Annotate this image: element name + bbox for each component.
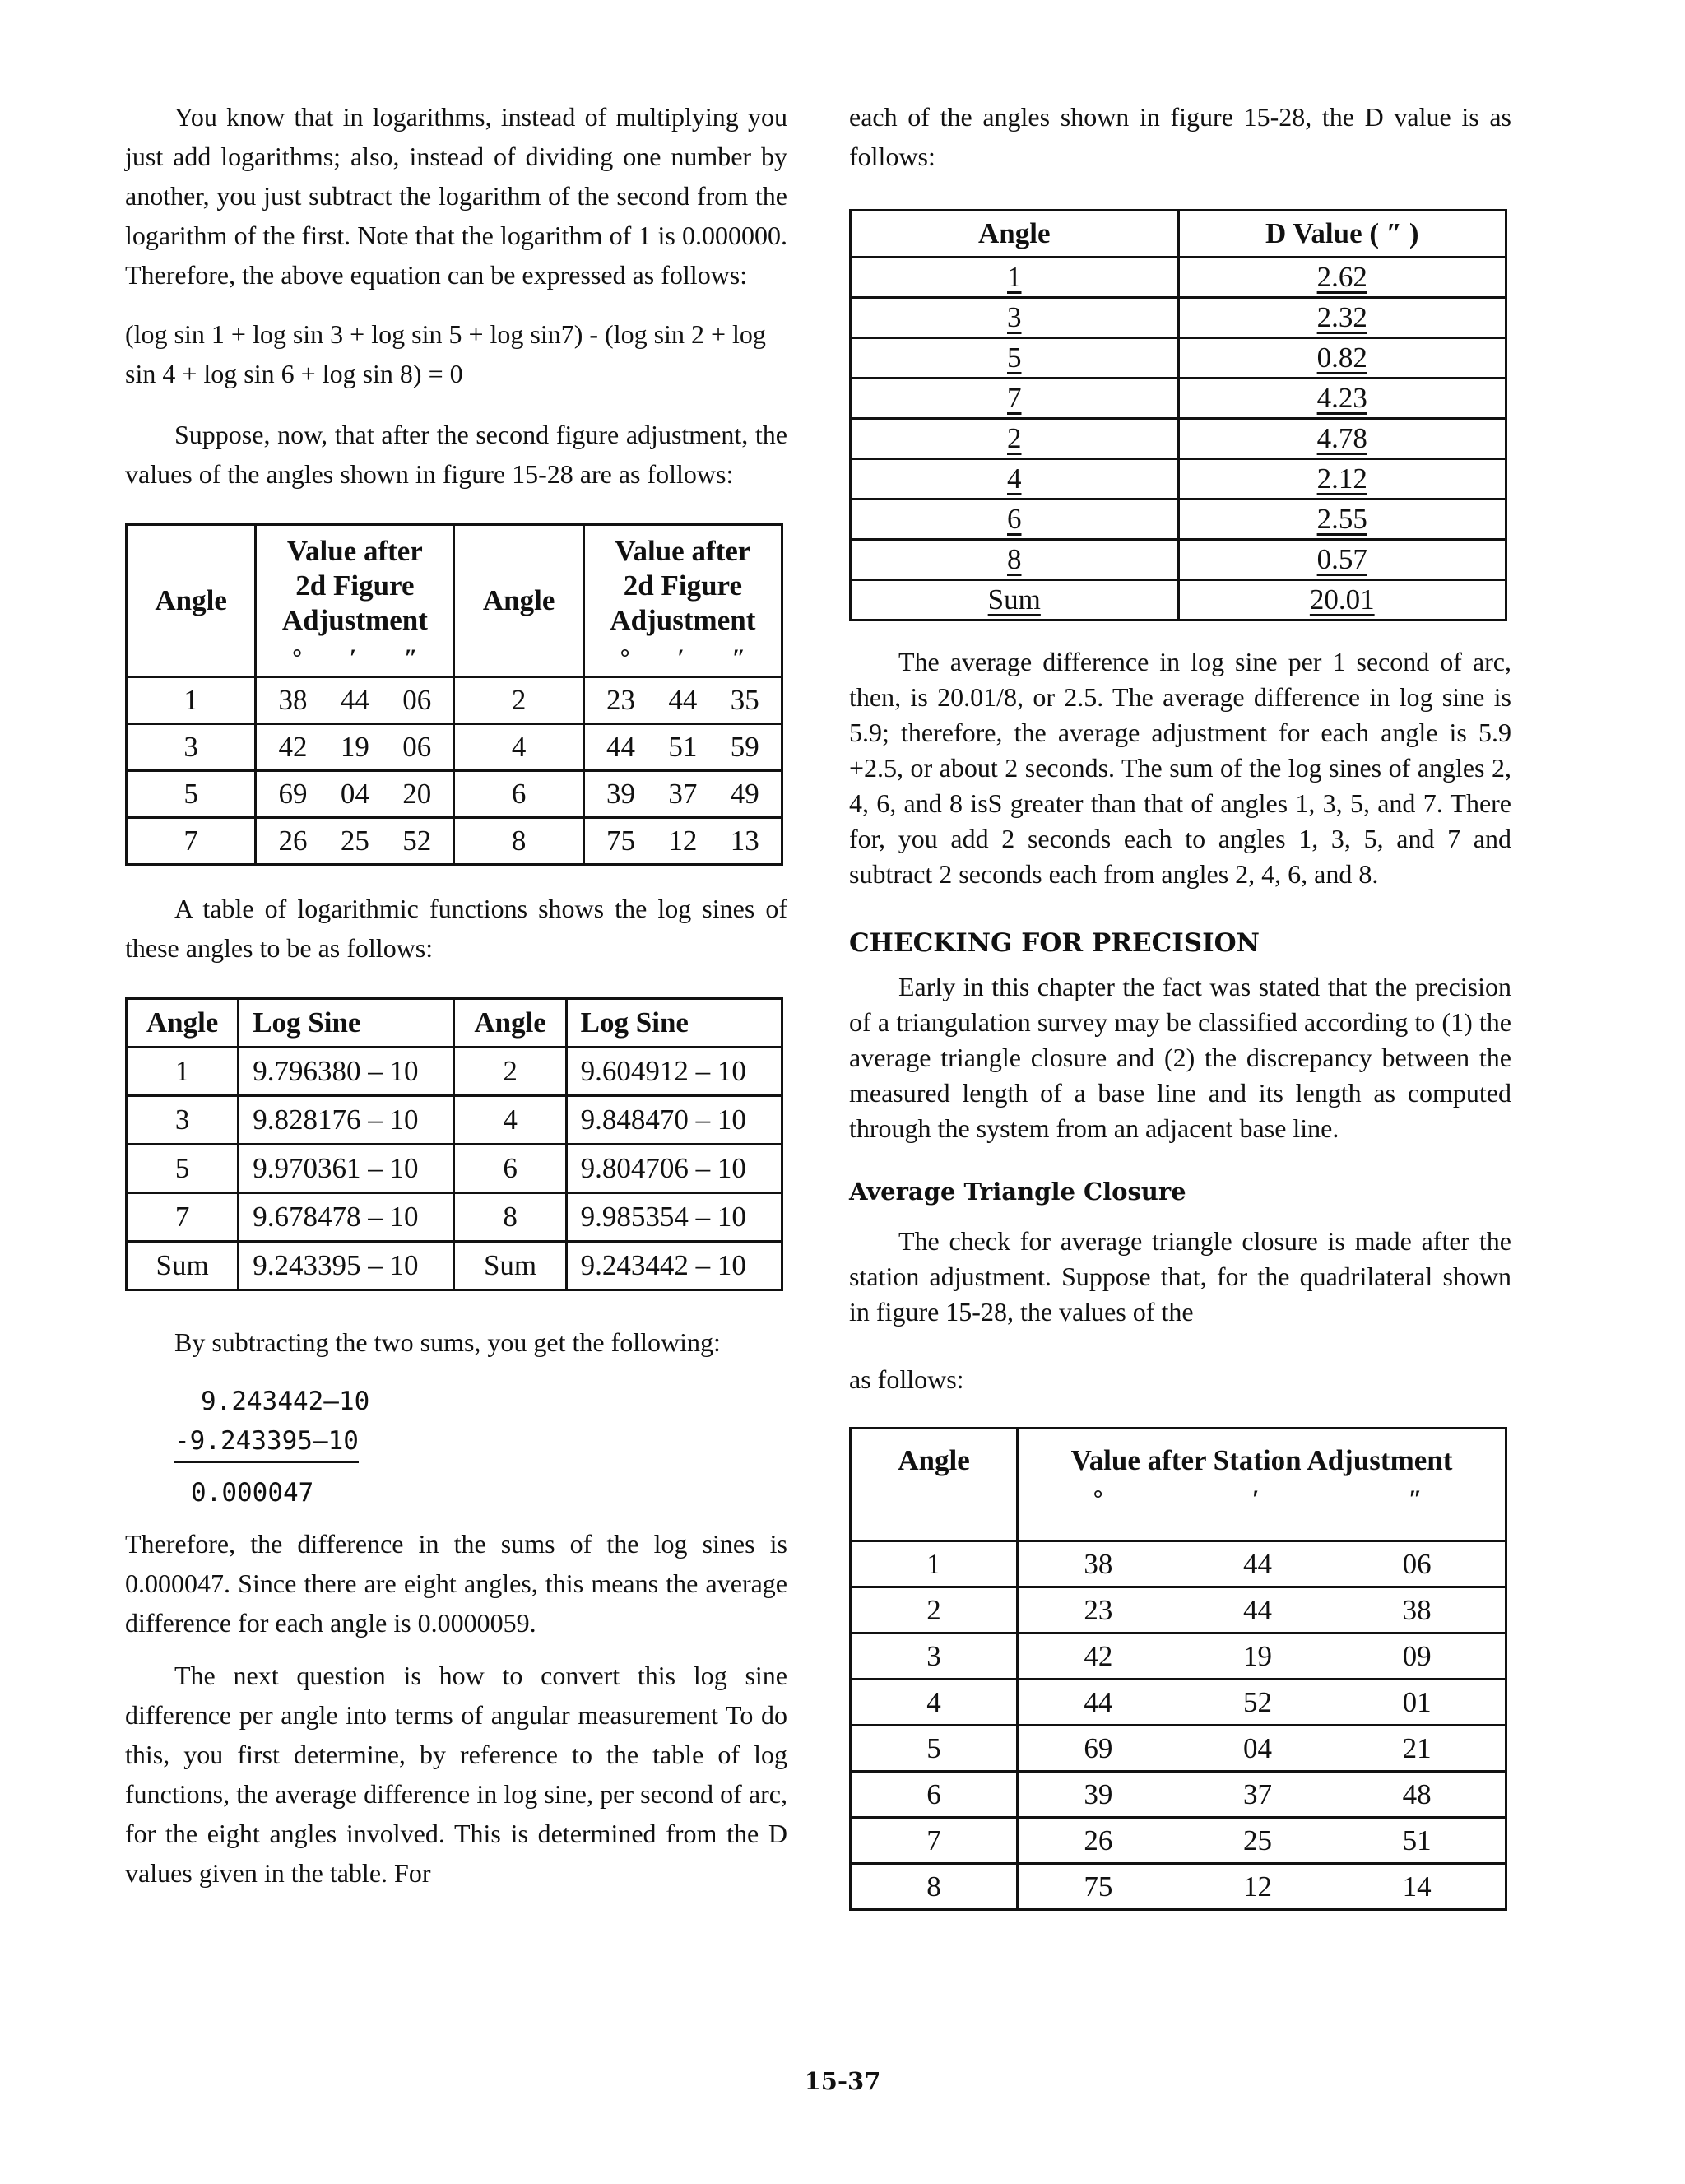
cell-value: 44 51 59 [583,724,782,771]
header-log-sine: Log Sine [566,999,782,1048]
cell-angle: 5 [851,1726,1018,1772]
table-row [127,677,782,724]
table-row [127,1048,782,1096]
cell-value: 39 37 49 [583,771,782,818]
cell-value: 39 37 48 [1018,1772,1506,1818]
header-d-value: D Value ( ″ ) [1178,211,1506,258]
cell-value: 26 25 51 [1018,1818,1506,1864]
cell-d-value: 0.57 [1178,540,1506,580]
cell-angle: 1 [851,258,1179,298]
table-row [851,500,1506,540]
paragraph: Early in this chapter the fact was stated that the precision of a triangulation survey may be classified according to (1) the average triangle closure and (2) the discrepancy between the measured length of a base line and its length as computed through the system from an adjacent base line. [849,972,1511,1143]
cell-value: 38 44 06 [1018,1541,1506,1587]
page-number: 15-37 [804,2067,881,2095]
header-angle: Angle [127,999,239,1048]
cell-value: 26 25 52 [256,818,454,865]
cell-log-sine: 9.796380 – 10 [239,1048,454,1096]
cell-d-value: 4.23 [1178,379,1506,419]
cell-log-sine: 9.243442 – 10 [566,1242,782,1290]
table-row [127,771,782,818]
paragraph: Suppose, now, that after the second figure adjustment, the values of the angles shown in figure 15-28 are as follows: [125,420,787,489]
cell-log-sine: 9.985354 – 10 [566,1193,782,1242]
cell-angle: 6 [454,771,583,818]
cell-angle: 4 [851,459,1179,500]
cell-angle: 2 [454,1048,566,1096]
cell-angle: 6 [851,1772,1018,1818]
cell-angle: 7 [127,818,256,865]
cell-angle: 5 [127,1145,239,1193]
paragraph: each of the angles shown in figure 15-28, the D value is as follows: [849,102,1511,171]
table-row [851,419,1506,459]
cell-angle: 1 [127,677,256,724]
difference: 0.000047 [191,1478,314,1508]
cell-angle: 6 [851,500,1179,540]
cell-log-sine: 9.243395 – 10 [239,1242,454,1290]
table-row [851,338,1506,379]
section-heading: CHECKING FOR PRECISION [849,928,1260,958]
cell-angle: 8 [851,1864,1018,1910]
cell-angle: Sum [454,1242,566,1290]
left-column [125,97,787,1893]
cell-angle: 2 [454,677,583,724]
table-station-adjustment [849,1427,1507,1911]
minuend: 9.243442–10 [201,1387,370,1416]
header-angle: Angle [851,211,1179,258]
cell-angle: 2 [851,1587,1018,1633]
cell-value: 23 44 38 [1018,1587,1506,1633]
cell-angle: 8 [454,818,583,865]
header-angle: Angle [454,525,583,677]
cell-angle: 5 [851,338,1179,379]
table-d-values [849,209,1507,621]
header-log-sine: Log Sine [239,999,454,1048]
table-row [851,459,1506,500]
header-value: Value after 2d Figure Adjustment ° ′ ″ [256,525,454,677]
cell-angle: 3 [851,298,1179,338]
cell-d-value: 4.78 [1178,419,1506,459]
cell-angle: 7 [127,1193,239,1242]
cell-value: 23 44 35 [583,677,782,724]
table-row [851,298,1506,338]
table-row [127,1145,782,1193]
table-row [127,1242,782,1290]
header-angle: Angle [454,999,566,1048]
cell-angle: 7 [851,1818,1018,1864]
cell-value: 42 19 06 [256,724,454,771]
table-row [127,818,782,865]
paragraph: The average difference in log sine per 1 second of arc, then, is 20.01/8, or 2.5. The average difference in log sine is 5.9; therefore, the average adjustment for each angle is 5.9 +2.5, or about 2 seconds. The sum of the log sines of angles 2, 4, 6, and 8 isS greater than that of angles 1, 3, 5, and 7. There for, you add 2 seconds each to angles 1, 3, 5, and 7 and subtract 2 seconds each from angles 2, 4, 6, and 8. [849,647,1511,889]
cell-angle: 8 [851,540,1179,580]
cell-log-sine: 9.678478 – 10 [239,1193,454,1242]
table-row [851,540,1506,580]
table-row [127,1193,782,1242]
paragraph: The check for average triangle closure is made after the station adjustment. Suppose that, for the quadrilateral shown in figure 15-28, the values of the [849,1226,1511,1327]
cell-angle: 4 [454,724,583,771]
equation: (log sin 1 + log sin 3 + log sin 5 + log sin7) - (log sin 2 + log sin 4 + log sin 6 + log sin 8) = 0 [125,319,766,388]
table-angles-2d-adjustment [125,523,783,866]
cell-value: 69 04 21 [1018,1726,1506,1772]
paragraph: By subtracting the two sums, you get the following: [174,1327,721,1357]
cell-d-value: 2.55 [1178,500,1506,540]
header-angle: Angle [851,1429,1018,1541]
cell-d-value: 20.01 [1178,580,1506,620]
table-row [851,1541,1506,1587]
paragraph: A table of logarithmic functions shows the log sines of these angles to be as follows: [125,894,787,963]
header-angle: Angle [127,525,256,677]
table-log-sines [125,997,783,1291]
subtraction-block [125,1382,787,1513]
cell-angle: 3 [851,1633,1018,1680]
cell-angle: Sum [127,1242,239,1290]
cell-angle: 1 [127,1048,239,1096]
cell-angle: 8 [454,1193,566,1242]
cell-value: 38 44 06 [256,677,454,724]
paragraph: The next question is how to convert this log sine difference per angle into terms of angular measurement To do this, you first determine, by reference to the table of log functions, the average difference in log sine, per second of arc, for the eight angles involved. This is determined from the D values given in the table. For [125,1661,787,1888]
cell-log-sine: 9.604912 – 10 [566,1048,782,1096]
cell-angle: 4 [454,1096,566,1145]
cell-angle: 3 [127,1096,239,1145]
header-value: Value after 2d Figure Adjustment ° ′ ″ [583,525,782,677]
cell-angle: Sum [851,580,1179,620]
cell-angle: 4 [851,1680,1018,1726]
cell-log-sine: 9.848470 – 10 [566,1096,782,1145]
paragraph: as follows: [849,1364,964,1394]
table-row [851,258,1506,298]
table-row [127,1096,782,1145]
cell-angle: 3 [127,724,256,771]
cell-value: 42 19 09 [1018,1633,1506,1680]
table-row [851,1587,1506,1633]
cell-d-value: 2.62 [1178,258,1506,298]
cell-value: 75 12 13 [583,818,782,865]
subtrahend: -9.243395–10 [174,1421,359,1463]
paragraph: Therefore, the difference in the sums of the log sines is 0.000047. Since there are eight angles, this means the average difference for each angle is 0.0000059. [125,1529,787,1638]
cell-angle: 6 [454,1145,566,1193]
cell-angle: 7 [851,379,1179,419]
cell-d-value: 2.12 [1178,459,1506,500]
table-row [127,724,782,771]
cell-angle: 5 [127,771,256,818]
header-value: Value after Station Adjustment ° ′ ″ [1018,1429,1506,1541]
cell-value: 75 12 14 [1018,1864,1506,1910]
table-row [851,1680,1506,1726]
subsection-heading: Average Triangle Closure [849,1178,1186,1206]
cell-value: 44 52 01 [1018,1680,1506,1726]
table-row [851,379,1506,419]
table-row [851,1818,1506,1864]
cell-d-value: 2.32 [1178,298,1506,338]
table-row [851,1864,1506,1910]
cell-angle: 2 [851,419,1179,459]
table-row [851,1726,1506,1772]
cell-log-sine: 9.804706 – 10 [566,1145,782,1193]
cell-log-sine: 9.970361 – 10 [239,1145,454,1193]
right-column [849,97,1511,1911]
table-row [851,1633,1506,1680]
cell-angle: 1 [851,1541,1018,1587]
paragraph: You know that in logarithms, instead of multiplying you just add logarithms; also, instead of dividing one number by another, you just subtract the logarithm of the second from the logarithm of the first. Note that the logarithm of 1 is 0.000000. Therefore, the above equation can be expressed as follows: [125,102,787,290]
cell-value: 69 04 20 [256,771,454,818]
table-row [851,1772,1506,1818]
cell-log-sine: 9.828176 – 10 [239,1096,454,1145]
table-row [851,580,1506,620]
cell-d-value: 0.82 [1178,338,1506,379]
